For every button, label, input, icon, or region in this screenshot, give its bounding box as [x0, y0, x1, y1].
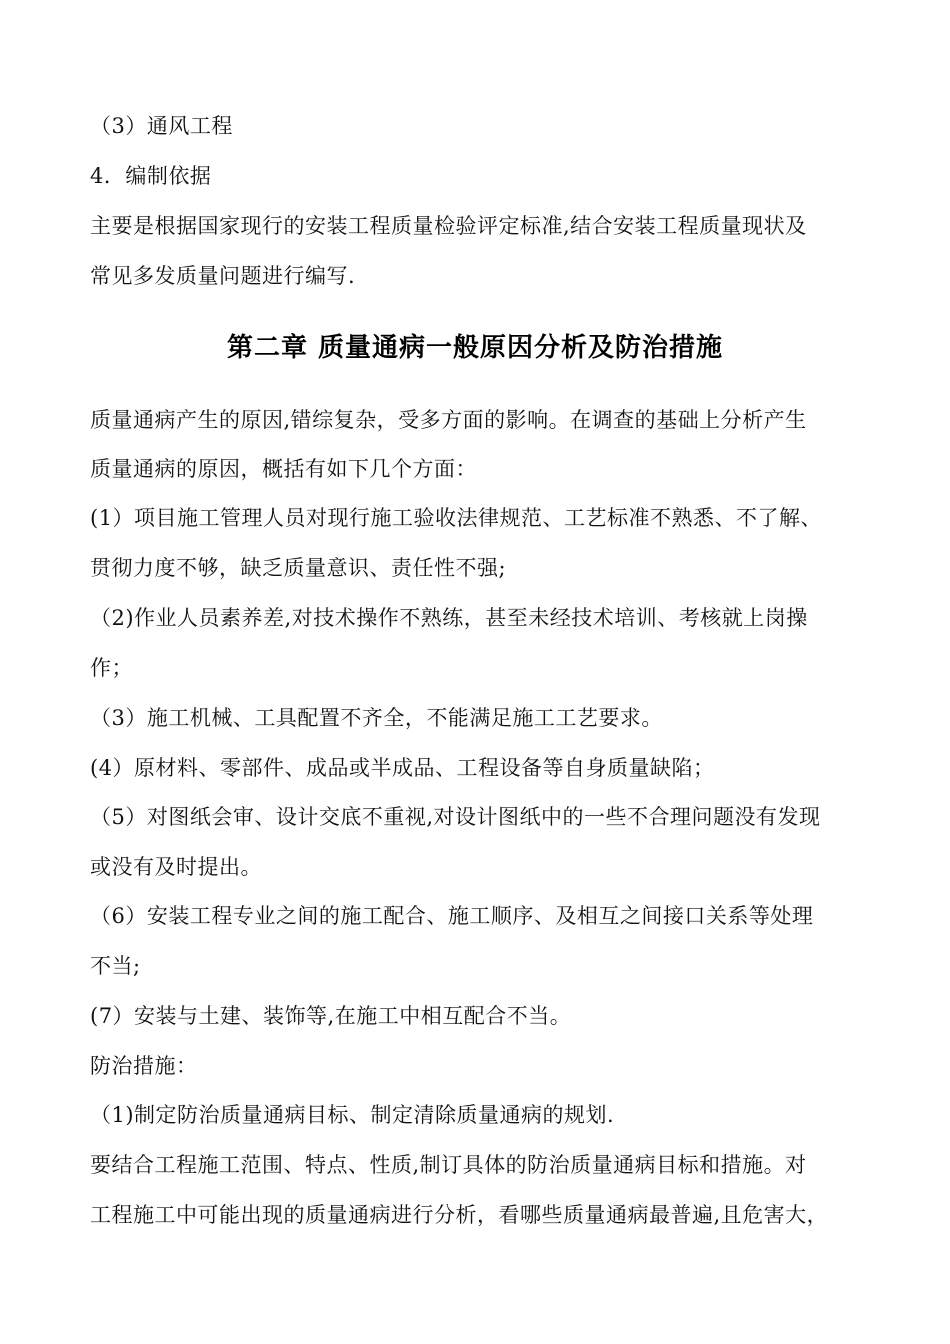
text-line: 主要是根据国家现行的安装工程质量检验评定标准,结合安装工程质量现状及 — [90, 214, 807, 238]
list-item: （1)制定防治质量通病目标、制定清除质量通病的规划. — [90, 1103, 615, 1127]
list-item: （5）对图纸会审、设计交底不重视,对设计图纸中的一些不合理问题没有发现 — [90, 805, 821, 829]
list-item-continuation: 不当; — [90, 954, 141, 978]
text-line: 质量通病的原因，概括有如下几个方面： — [90, 457, 477, 481]
list-item-continuation: 贯彻力度不够，缺乏质量意识、责任性不强; — [90, 556, 507, 580]
list-item: （2)作业人员素养差,对技术操作不熟练，甚至未经技术培训、考核就上岗操 — [90, 606, 808, 630]
text-line: （3）通风工程 — [90, 114, 233, 138]
text-line: 质量通病产生的原因,错综复杂，受多方面的影响。在调查的基础上分析产生 — [90, 408, 807, 432]
list-item-continuation: 作； — [90, 656, 133, 680]
list-item: （6）安装工程专业之间的施工配合、施工顺序、及相互之间接口关系等处理 — [90, 904, 814, 928]
text-line: 工程施工中可能出现的质量通病进行分析，看哪些质量通病最普遍,且危害大， — [90, 1203, 829, 1227]
list-item-continuation: 或没有及时提出。 — [90, 855, 262, 879]
list-item: (4）原材料、零部件、成品或半成品、工程设备等自身质量缺陷； — [90, 756, 715, 780]
subsection-label: 防治措施： — [90, 1054, 198, 1078]
section-heading: 4．编制依据 — [90, 164, 212, 188]
list-item: (1）项目施工管理人员对现行施工验收法律规范、工艺标准不熟悉、不了解、 — [90, 506, 823, 530]
list-item: （3）施工机械、工具配置不齐全，不能满足施工工艺要求。 — [90, 706, 663, 730]
list-item: (7）安装与土建、装饰等,在施工中相互配合不当。 — [90, 1004, 572, 1028]
text-line: 常见多发质量问题进行编写. — [90, 264, 356, 288]
text-line: 要结合工程施工范围、特点、性质,制订具体的防治质量通病目标和措施。对 — [90, 1153, 807, 1177]
chapter-heading: 第二章 质量通病一般原因分析及防治措施 — [226, 333, 724, 363]
